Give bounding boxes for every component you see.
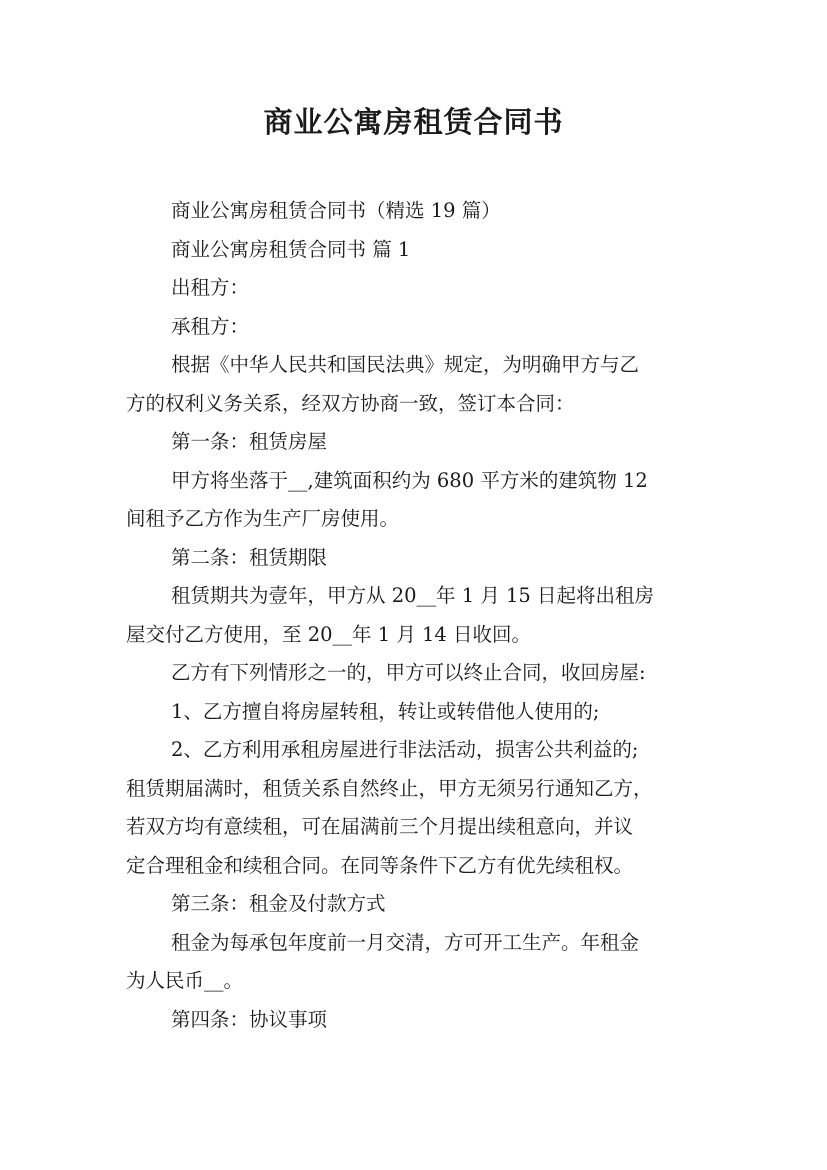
body-line: 1、乙方擅自将房屋转租，转让或转借他人使用的; <box>171 699 600 723</box>
body-line: 承租方： <box>171 314 250 338</box>
body-line: 若双方均有意续租，可在届满前三个月提出续租意向，并议 <box>126 815 634 838</box>
body-line: 出租方： <box>171 276 250 299</box>
document-title: 商业公寓房租赁合同书 <box>263 105 564 139</box>
body-line: 2、乙方利用承租房屋进行非法活动，损害公共利益的; <box>171 738 639 761</box>
body-line: 乙方有下列情形之一的，甲方可以终止合同，收回房屋: <box>171 661 646 684</box>
body-line: 租赁期届满时，租赁关系自然终止，甲方无须另行通知乙方， <box>126 776 653 800</box>
body-line: 第一条：租赁房屋 <box>171 430 328 453</box>
body-line: 甲方将坐落于__,建筑面积约为 680 平方米的建筑物 12 <box>171 468 648 492</box>
body-line: 第二条：租赁期限 <box>171 545 328 569</box>
body-line: 租金为每承包年度前一月交清，方可开工生产。年租金 <box>171 930 640 954</box>
body-line: 为人民币__。 <box>126 969 244 992</box>
document-body <box>126 192 716 1039</box>
body-line: 商业公寓房租赁合同书 篇 1 <box>171 237 411 261</box>
body-line: 方的权利义务关系，经双方协商一致，签订本合同： <box>126 391 575 415</box>
body-line: 第四条：协议事项 <box>171 1007 328 1031</box>
body-line: 第三条：租金及付款方式 <box>171 892 386 915</box>
body-line: 根据《中华人民共和国民法典》规定，为明确甲方与乙 <box>171 353 640 376</box>
body-line: 间租予乙方作为生产厂房使用。 <box>126 507 400 530</box>
body-line: 定合理租金和续租合同。在同等条件下乙方有优先续租权。 <box>126 853 634 877</box>
body-line: 屋交付乙方使用，至 20__年 1 月 14 日收回。 <box>126 622 532 646</box>
body-line: 租赁期共为壹年，甲方从 20__年 1 月 15 日起将出租房 <box>171 584 655 607</box>
body-line: 商业公寓房租赁合同书（精选 19 篇） <box>171 199 501 222</box>
